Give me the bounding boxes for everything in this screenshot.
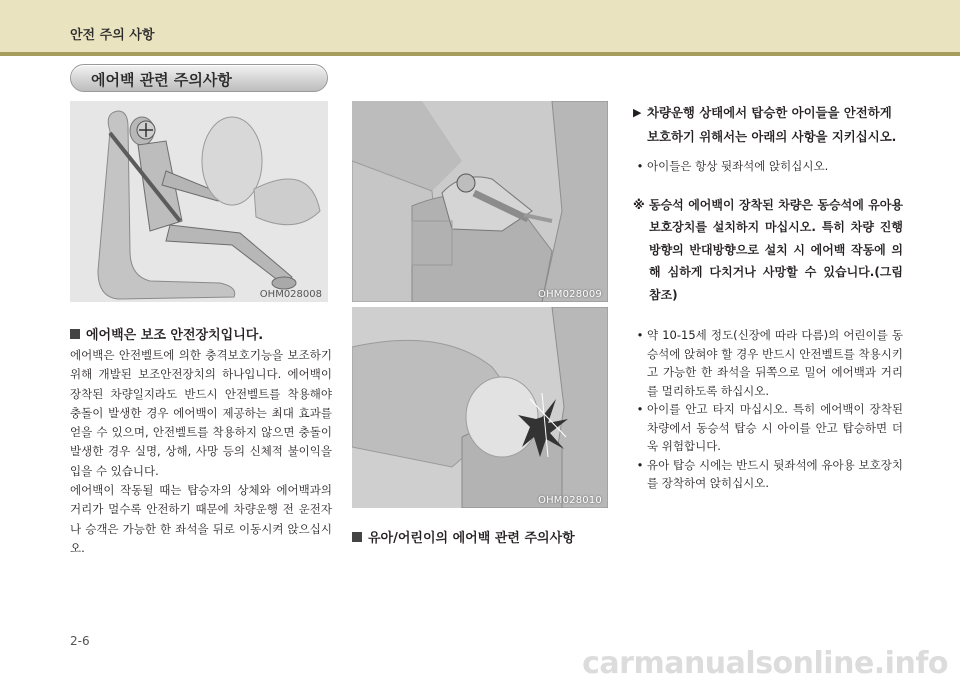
note-mark: ※ xyxy=(633,197,645,212)
figure-driver-airbag xyxy=(70,101,328,302)
bullet-item xyxy=(633,157,903,176)
bullet-item xyxy=(633,326,903,400)
intro-text: 차량운행 상태에서 탑승한 아이들을 안전하게 보호하기 위해서는 아래의 사항을 지키십시오. xyxy=(647,105,897,144)
watermark: carmanualsonline.info xyxy=(582,646,948,681)
figure-code: OHM028008 xyxy=(259,289,322,300)
bullet-dot-icon: • xyxy=(636,328,644,342)
heading-square-icon xyxy=(352,532,362,542)
left-heading xyxy=(70,324,263,343)
right-column xyxy=(633,101,903,493)
page-number: 2-6 xyxy=(70,634,90,648)
figure-airbag-deploy xyxy=(352,307,608,508)
left-body-text xyxy=(70,346,332,558)
running-header-title: 안전 주의 사항 xyxy=(70,28,155,43)
bullet-dot-icon: • xyxy=(636,159,644,173)
header-rule xyxy=(0,52,960,56)
warning-note xyxy=(633,194,903,307)
driver-airbag-illustration xyxy=(70,101,328,302)
heading-square-icon xyxy=(70,329,80,339)
play-arrow-icon: ▶ xyxy=(633,106,642,119)
section-title: 에어백 관련 주의사항 xyxy=(91,71,232,89)
bullet-dot-icon: • xyxy=(636,402,644,416)
bullet-text: 유아 탑승 시에는 반드시 뒷좌석에 유아용 보호장치를 장착하여 앉히십시오. xyxy=(647,457,903,490)
left-paragraph-1: 에어백은 안전벨트에 의한 충격보호기능을 보조하기 위해 개발된 보조안전장치의 하나입니다. 에어백이 장착된 차량일지라도 반드시 안전벨트를 착용해야 충돌이 발생한 경우 에어백이 제공하는 최대 효과를 얻을 수 있으며, 안전벨트를 착용하지 않으면 충돌이 발생한 경우 실명, 상해, 사망 등의 신체적 불이익을 입을 수 있습니다. xyxy=(70,348,332,478)
figure-child-seat xyxy=(352,101,608,302)
middle-heading xyxy=(352,527,575,546)
bullet-text: 아이들은 항상 뒷좌석에 앉히십시오. xyxy=(647,159,829,173)
bullet-item xyxy=(633,456,903,493)
left-heading-text: 에어백은 보조 안전장치입니다. xyxy=(86,328,264,343)
child-seat-illustration xyxy=(352,101,608,302)
bullet-item xyxy=(633,400,903,456)
left-paragraph-2: 에어백이 작동될 때는 탑승자의 상체와 에어백과의 거리가 멀수록 안전하기 때문에 차량운행 전 운전자나 승객은 가능한 한 좌석을 뒤로 이동시켜 앉으십시오. xyxy=(70,483,332,555)
figure-code: OHM028010 xyxy=(538,495,602,506)
bullet-text: 아이를 안고 타지 마십시오. 특히 에어백이 장착된 차량에서 동승석 탑승 시 아이를 안고 탑승하면 더욱 위험합니다. xyxy=(647,402,903,453)
warning-note-text: 동승석 에어백이 장착된 차량은 동승석에 유아용 보호장치를 설치하지 마십시오. 특히 차량 진행방향의 반대방향으로 설치 시 에어백 작동에 의해 심하게 다치거나 사망할 수 있습니다.(그림 참조) xyxy=(649,197,903,302)
bullet-dot-icon: • xyxy=(636,457,644,472)
middle-heading-text: 유아/어린이의 에어백 관련 주의사항 xyxy=(368,531,575,546)
bullet-text: 약 10-15세 정도(신장에 따라 다름)의 어린이를 동승석에 앉혀야 할 경우 반드시 안전벨트를 착용시키고 가능한 한 좌석을 뒤쪽으로 밀어 에어백과 거리를 멀리하도록 하십시오. xyxy=(647,328,903,398)
figure-code: OHM028009 xyxy=(538,289,602,300)
section-title-pill xyxy=(70,64,328,92)
intro-item xyxy=(633,101,903,149)
airbag-deploy-illustration xyxy=(352,307,608,508)
